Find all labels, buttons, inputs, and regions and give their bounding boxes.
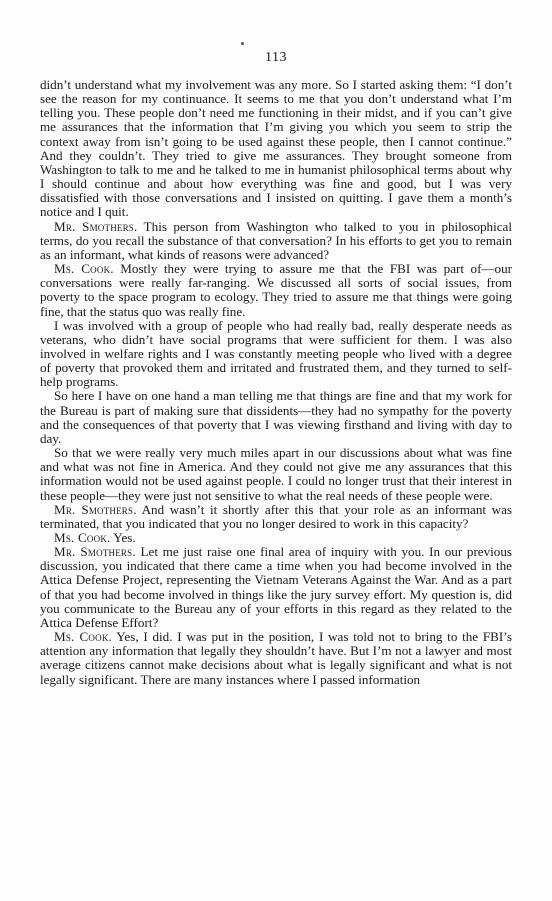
paragraph-text: So that we were really very much miles apart in our discussions about what was fine and what was not fine in America. And they could not give me any assurances that this information would not be used against people. I could no longer trust that their interest in these people—they were just not sensitive to what the real needs of these people were.	[40, 445, 512, 503]
paragraph-text: I was involved with a group of people who had really bad, really desperate needs as veterans, who didn’t have social programs that were sufficient for them. I was also involved in welfare rights and I was constantly meeting people who lived with a degree of poverty that provoked them and irritated and frustrated them, and they turned to self-help programs.	[40, 317, 512, 390]
speaker-name: Ms. Cook.	[54, 261, 114, 277]
paragraph-text: So here I have on one hand a man telling me that things are fine and that my work for the Bureau is part of making sure that dissidents—they had no sympathy for the poverty and the consequences of that poverty that I was viewing firsthand and living with day to day.	[40, 388, 512, 446]
paragraph-text: This person from Washington who talked to you in philosophical terms, do you recall the substance of that conversation? In his efforts to get you to remain as an informant, what kinds of reasons were advanced?	[40, 218, 512, 262]
paragraph-7	[40, 503, 512, 531]
paragraph-text: Yes.	[110, 530, 136, 545]
paragraph-text: And wasn’t it shortly after this that your role as an informant was terminated, that you indicated that you no longer desired to work in this capacity?	[40, 501, 512, 531]
paragraph-4	[40, 319, 512, 390]
paragraph-text: Mostly they were trying to assure me that the FBI was part of—our conversations were really far-ranging. We discussed all sorts of social issues, from poverty to the space program to ecology. They tried to assure me that things were going fine, that the status quo was really fine.	[40, 261, 512, 319]
speaker-name: Ms. Cook.	[54, 530, 111, 545]
paragraph-3	[40, 262, 512, 319]
transcript-body	[40, 78, 512, 687]
paragraph-8	[40, 531, 512, 545]
paragraph-6	[40, 446, 512, 503]
paragraph-text: Let me just raise one final area of inquiry with you. In our previous discussion, you indicated that there came a time when you had become involved in the Attica Defense Project, representing the Vietnam Veterans Against the War. And as a part of that you had become involved in things like the jury survey effort. My question is, did you communicate to the Bureau any of your efforts in this regard as they related to the Attica Defense Effort?	[40, 544, 512, 630]
page-number: 113	[265, 50, 287, 65]
speaker-name: Mr. Smothers.	[54, 218, 138, 234]
paragraph-10	[40, 630, 512, 687]
paragraph-2	[40, 220, 512, 262]
paragraph-9	[40, 545, 512, 630]
speaker-name: Mr. Smothers.	[54, 501, 137, 517]
speaker-name: Ms. Cook.	[54, 629, 112, 645]
scan-speck	[241, 42, 244, 45]
paragraph-text: didn’t understand what my involvement was any more. So I started asking them: “I don’t see the reason for my continuance. It seems to me that you don’t understand what I’m telling you. These people don’t need me functioning in their midst, and if you can’t give me assurances that the information that I’m giving you which you seem to strip the context away from isn’t going to be used against these people, then I cannot continue.” And they couldn’t. They tried to give me assurances. They brought someone from Washington to talk to me and he talked to me in humanist philosophical terms about why I should continue and about how everything was fine and good, but I was very dissatisfied with those conversations and I insisted on quitting. I gave them a month’s notice and I quit.	[40, 77, 512, 220]
paragraph-text: Yes, I did. I was put in the position, I was told not to bring to the FBI’s attention any information that legally they shouldn’t have. But I’m not a lawyer and most average citizens cannot make decisions about what is legally significant and what is not legally significant. There are many instances where I passed information	[40, 629, 512, 687]
paragraph-5	[40, 389, 512, 446]
speaker-name: Mr. Smothers.	[54, 544, 136, 560]
paragraph-1	[40, 78, 512, 220]
